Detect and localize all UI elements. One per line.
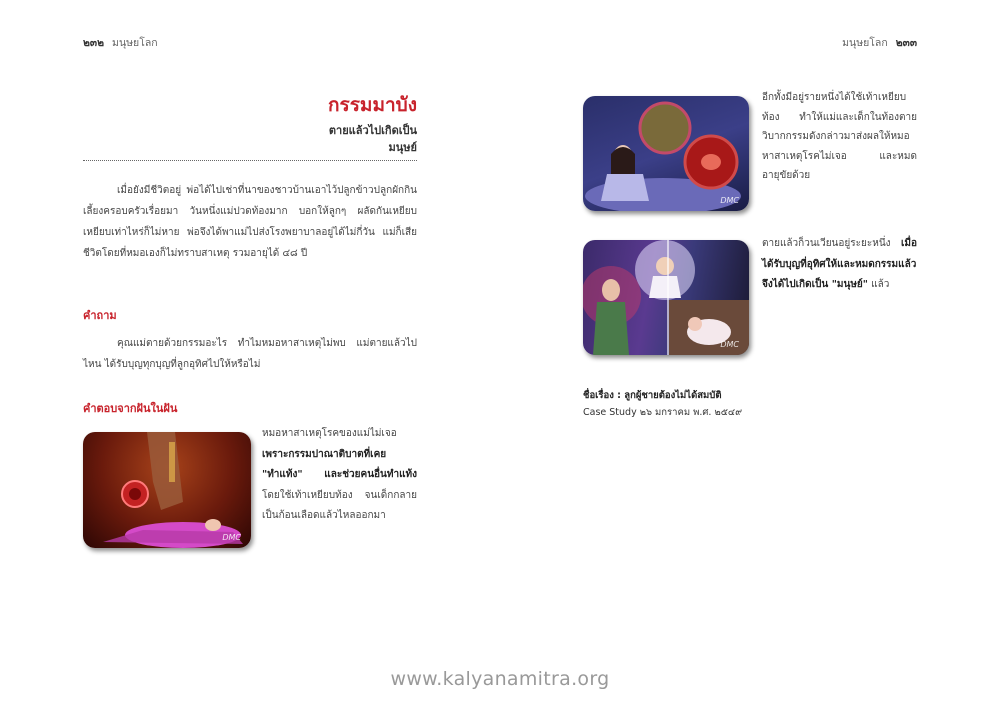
right-running-title: มนุษยโลก bbox=[842, 37, 888, 49]
subtitle-line-2: มนุษย์ bbox=[388, 141, 417, 154]
article-title: กรรมมาบัง bbox=[328, 94, 417, 116]
caption-case-date: Case Study ๒๖ มกราคม พ.ศ. ๒๕๔๙ bbox=[583, 407, 743, 418]
illustration-mother-sick bbox=[583, 96, 749, 211]
intro-paragraph: เมื่อยังมีชีวิตอยู่ พ่อได้ไปเช่าที่นาของชาวบ้านเอาไว้ปลูกข้าวปลูกผักกิน เลี้ยงครอบครัวเรื่อยมา วันหนึ่งแม่ปวดท้องมาก บอกให้ลูกๆ ผลัดกันเหยียบ เหยียบเท่าไหร่ก็ไม่หาย พ่อจึงได้พาแม่ไปส่งโรงพยาบาลอยู่ได้ไม่กี่วัน แม่ก็เสียชีวิตโดยที่หมอเองก็ไม่ทราบสาเหตุ รวมอายุได้ ๔๘ ปี bbox=[83, 185, 417, 259]
right-p2-text-bold: เมื่อได้รับบุญที่อุทิศให้และหมดกรรมแล้ว จึงได้ไปเกิดเป็น "มนุษย์" bbox=[762, 238, 917, 290]
footer-url: www.kalyanamitra.org bbox=[390, 668, 610, 690]
caption-story-title: ชื่อเรื่อง : ลูกผู้ชายต้องไม่ได้สมบัติ bbox=[583, 390, 722, 401]
question-paragraph: คุณแม่ตายด้วยกรรมอะไร ทำไมหมอหาสาเหตุไม่พบ แม่ตายแล้วไปไหน ได้รับบุญทุกบุญที่ลูกอุทิศไปให้หรือไม่ bbox=[83, 338, 417, 370]
question-heading: คำถาม bbox=[83, 309, 117, 322]
right-p2-text-2: แล้ว bbox=[868, 279, 890, 290]
image-logo: DMC bbox=[222, 533, 241, 542]
right-page-number: ๒๓๓ bbox=[895, 37, 917, 49]
answer-heading: คำตอบจากฝันในฝัน bbox=[83, 402, 178, 415]
image-logo-3: DMC bbox=[720, 340, 739, 349]
right-p2-text-1: ตายแล้วก็วนเวียนอยู่ระยะหนึ่ง bbox=[762, 238, 901, 249]
subtitle-line-1: ตายแล้วไปเกิดเป็น bbox=[328, 124, 417, 137]
left-page-number: ๒๓๒ bbox=[83, 37, 105, 49]
illustration-reborn bbox=[583, 240, 749, 355]
case-caption bbox=[583, 387, 742, 421]
illustration-abortion bbox=[83, 432, 251, 548]
right-paragraph-2 bbox=[762, 234, 917, 296]
illustration-mother-sick-art bbox=[583, 96, 749, 211]
answer-text-2: โดยใช้เท้าเหยียบท้อง จนเด็กกลายเป็นก้อนเลือดแล้วไหลออกมา bbox=[262, 489, 417, 521]
illustration-reborn-art bbox=[583, 240, 749, 355]
right-paragraph-1: อีกทั้งมีอยู่รายหนึ่งได้ใช้เท้าเหยียบท้อง ทำให้แม่และเด็กในท้องตาย วิบากกรรมดังกล่าวมาส่งผลให้หมอหาสาเหตุโรคไม่เจอ และหมดอายุขัยด้วย bbox=[762, 92, 917, 181]
left-page-header bbox=[83, 34, 158, 51]
left-running-title: มนุษยโลก bbox=[112, 37, 158, 49]
answer-text-bold: เพราะกรรมปาณาติบาตที่เคย "ทำแท้ง" และช่วยคนอื่นทำแท้ง bbox=[262, 448, 417, 480]
article-subtitle bbox=[83, 122, 417, 156]
answer-paragraph bbox=[262, 424, 417, 527]
title-divider bbox=[83, 160, 417, 161]
answer-text-1: หมอหาสาเหตุโรคของแม่ไม่เจอ bbox=[262, 428, 397, 439]
image-logo-2: DMC bbox=[720, 196, 739, 205]
illustration-abortion-art bbox=[83, 432, 251, 548]
right-page-header bbox=[842, 34, 917, 51]
